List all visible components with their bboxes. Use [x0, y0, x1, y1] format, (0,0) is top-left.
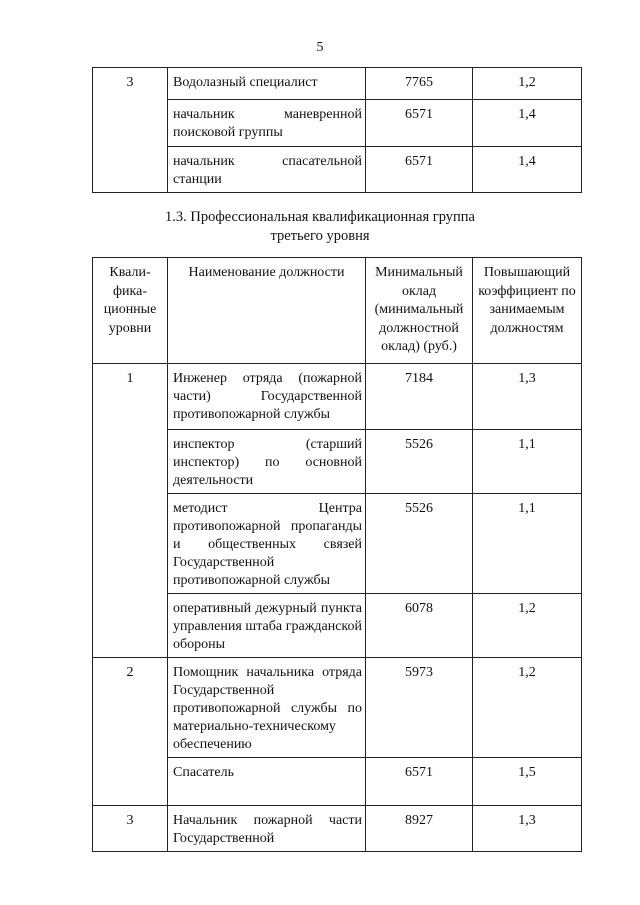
- position-name-cell: Спасатель: [168, 757, 366, 805]
- salary-cell: 5526: [366, 429, 473, 493]
- table-row: [93, 805, 582, 851]
- coefficient-cell: 1,3: [473, 805, 582, 851]
- header-min-salary: Минимальный оклад (минимальный должностной оклад) (руб.): [366, 258, 473, 364]
- coefficient-cell: 1,5: [473, 757, 582, 805]
- qualification-level-cell: 2: [93, 657, 168, 805]
- qualification-table: [92, 257, 582, 852]
- salary-cell: 5526: [366, 493, 473, 593]
- position-name-cell: начальник спасательной станции: [168, 147, 366, 193]
- position-name-cell: Инженер отряда (пожарной части) Государственной противопожарной службы: [168, 363, 366, 429]
- coefficient-cell: 1,4: [473, 147, 582, 193]
- position-name-cell: начальник маневренной поисковой группы: [168, 100, 366, 147]
- header-level: Квали-фика-ционные уровни: [93, 258, 168, 364]
- salary-cell: 5973: [366, 657, 473, 757]
- coefficient-cell: 1,1: [473, 493, 582, 593]
- salary-cell: 6571: [366, 100, 473, 147]
- header-coefficient: Повышающий коэффициент по занимаемым должностям: [473, 258, 582, 364]
- coefficient-cell: 1,3: [473, 363, 582, 429]
- header-position-name: Наименование должности: [168, 258, 366, 364]
- section-heading-line2: третьего уровня: [270, 228, 370, 244]
- position-name-cell: Водолазный специалист: [168, 68, 366, 100]
- qualification-level-cell: 1: [93, 363, 168, 657]
- salary-cell: 6571: [366, 147, 473, 193]
- table-row: [93, 68, 582, 100]
- section-heading: [0, 208, 640, 246]
- salary-cell: 6571: [366, 757, 473, 805]
- page-number: 5: [316, 40, 324, 55]
- salary-cell: 6078: [366, 593, 473, 657]
- qualification-level-cell: 3: [93, 68, 168, 193]
- salary-cell: 7765: [366, 68, 473, 100]
- qualification-level-cell: 3: [93, 805, 168, 851]
- position-name-cell: оперативный дежурный пункта управления штаба гражданской обороны: [168, 593, 366, 657]
- table-header-row: [93, 258, 582, 364]
- salary-cell: 7184: [366, 363, 473, 429]
- position-name-cell: Помощник начальника отряда Государственной противопожарной службы по материально-техническому обеспечению: [168, 657, 366, 757]
- position-name-cell: методист Центра противопожарной пропаганды и общественных связей Государственной противопожарной службы: [168, 493, 366, 593]
- salary-cell: 8927: [366, 805, 473, 851]
- table-row: [93, 657, 582, 757]
- top-continuation-table: [92, 67, 582, 193]
- position-name-cell: инспектор (старший инспектор) по основной деятельности: [168, 429, 366, 493]
- coefficient-cell: 1,1: [473, 429, 582, 493]
- section-heading-line1: 1.3. Профессиональная квалификационная группа: [165, 209, 475, 225]
- table-row: [93, 363, 582, 429]
- coefficient-cell: 1,2: [473, 657, 582, 757]
- position-name-cell: Начальник пожарной части Государственной: [168, 805, 366, 851]
- coefficient-cell: 1,2: [473, 68, 582, 100]
- coefficient-cell: 1,4: [473, 100, 582, 147]
- coefficient-cell: 1,2: [473, 593, 582, 657]
